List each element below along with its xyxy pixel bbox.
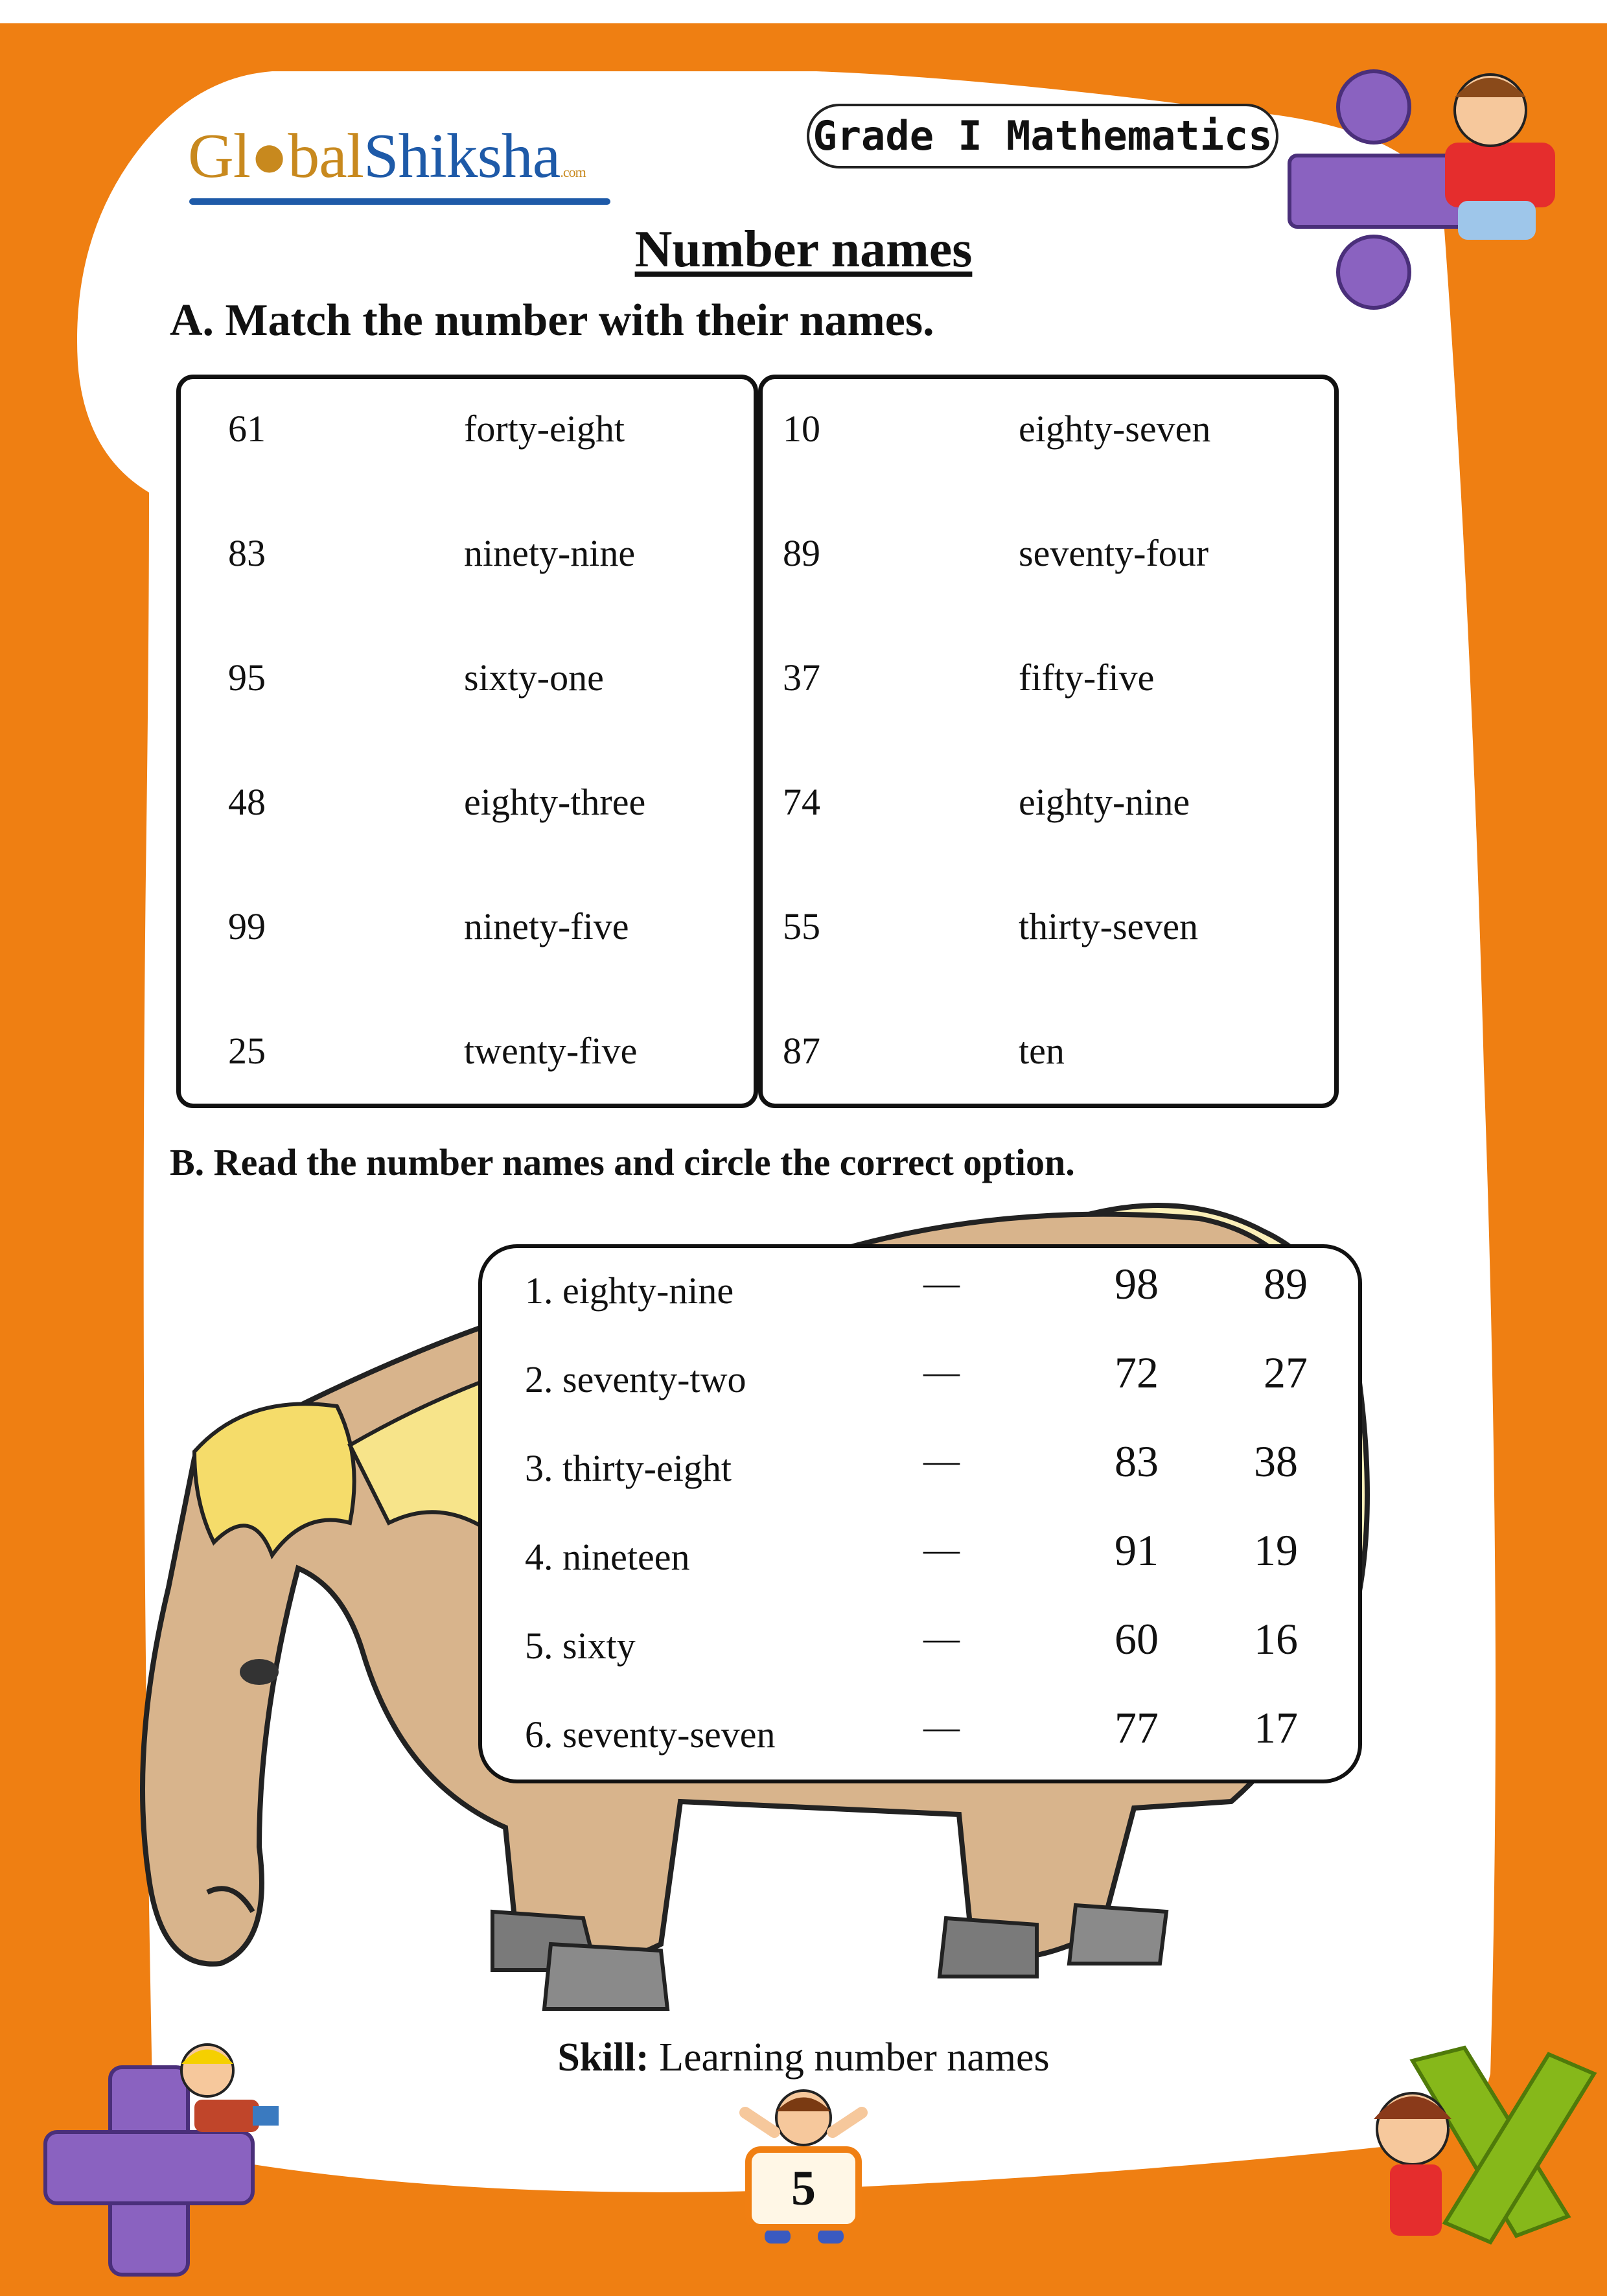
dash-separator: —	[923, 1352, 960, 1392]
option-choice-1[interactable]: 91	[1115, 1525, 1159, 1575]
option-item-label: 5. sixty	[525, 1625, 636, 1667]
right-number: 37	[783, 656, 820, 699]
page-number: 5	[791, 2161, 816, 2216]
left-name: twenty-five	[464, 1030, 638, 1072]
right-name: seventy-four	[1019, 532, 1209, 574]
right-number: 10	[783, 408, 820, 450]
option-item-label: 2. seventy-two	[525, 1358, 746, 1400]
dash-separator: —	[923, 1441, 960, 1481]
match-table-right	[758, 375, 1339, 1108]
dash-separator: —	[923, 1707, 960, 1747]
section-b-heading: B. Read the number names and circle the correct option.	[170, 1141, 1075, 1183]
options-box	[478, 1244, 1362, 1783]
left-number: 95	[228, 656, 266, 699]
match-table-left	[176, 375, 758, 1108]
dash-separator: —	[923, 1618, 960, 1658]
right-number: 89	[783, 532, 820, 574]
right-number: 74	[783, 781, 820, 823]
left-number: 99	[228, 905, 266, 947]
option-item-label: 1. eighty-nine	[525, 1270, 734, 1312]
option-item-label: 3. thirty-eight	[525, 1447, 732, 1489]
option-choice-2[interactable]: 19	[1254, 1525, 1298, 1575]
section-a-heading: A. Match the number with their names.	[170, 296, 934, 345]
skill-text: Learning number names	[659, 2035, 1050, 2080]
option-choice-2[interactable]: 89	[1264, 1259, 1308, 1308]
left-number: 83	[228, 532, 266, 574]
option-choice-1[interactable]: 83	[1115, 1437, 1159, 1486]
left-number: 61	[228, 408, 266, 450]
globalshiksha-logo: Gl●balShiksha.com	[188, 121, 586, 191]
grade-label: Grade I Mathematics	[813, 112, 1273, 159]
logo-underline	[189, 198, 610, 205]
dash-separator: —	[923, 1263, 960, 1303]
option-choice-1[interactable]: 98	[1115, 1259, 1159, 1308]
left-name: eighty-three	[464, 781, 646, 823]
option-choice-2[interactable]: 17	[1254, 1703, 1298, 1752]
right-name: fifty-five	[1019, 656, 1155, 699]
left-name: forty-eight	[464, 408, 625, 450]
skill-line	[0, 2035, 1607, 2081]
skill-label: Skill:	[557, 2035, 649, 2080]
option-choice-1[interactable]: 77	[1115, 1703, 1159, 1752]
left-number: 48	[228, 781, 266, 823]
option-item-label: 4. nineteen	[525, 1536, 690, 1578]
left-name: ninety-five	[464, 905, 629, 947]
option-choice-1[interactable]: 72	[1115, 1348, 1159, 1397]
globe-icon: ●	[250, 121, 288, 191]
right-name: ten	[1019, 1030, 1065, 1072]
page-title: Number names	[634, 221, 973, 278]
right-name: thirty-seven	[1019, 905, 1199, 947]
dash-separator: —	[923, 1529, 960, 1570]
right-name: eighty-seven	[1019, 408, 1211, 450]
left-number: 25	[228, 1030, 266, 1072]
option-choice-2[interactable]: 16	[1254, 1614, 1298, 1664]
right-number: 87	[783, 1030, 820, 1072]
option-choice-2[interactable]: 27	[1264, 1348, 1308, 1397]
option-choice-1[interactable]: 60	[1115, 1614, 1159, 1664]
left-name: ninety-nine	[464, 532, 636, 574]
option-choice-2[interactable]: 38	[1254, 1437, 1298, 1486]
option-item-label: 6. seventy-seven	[525, 1713, 776, 1756]
right-number: 55	[783, 905, 820, 947]
left-name: sixty-one	[464, 656, 604, 699]
right-name: eighty-nine	[1019, 781, 1190, 823]
